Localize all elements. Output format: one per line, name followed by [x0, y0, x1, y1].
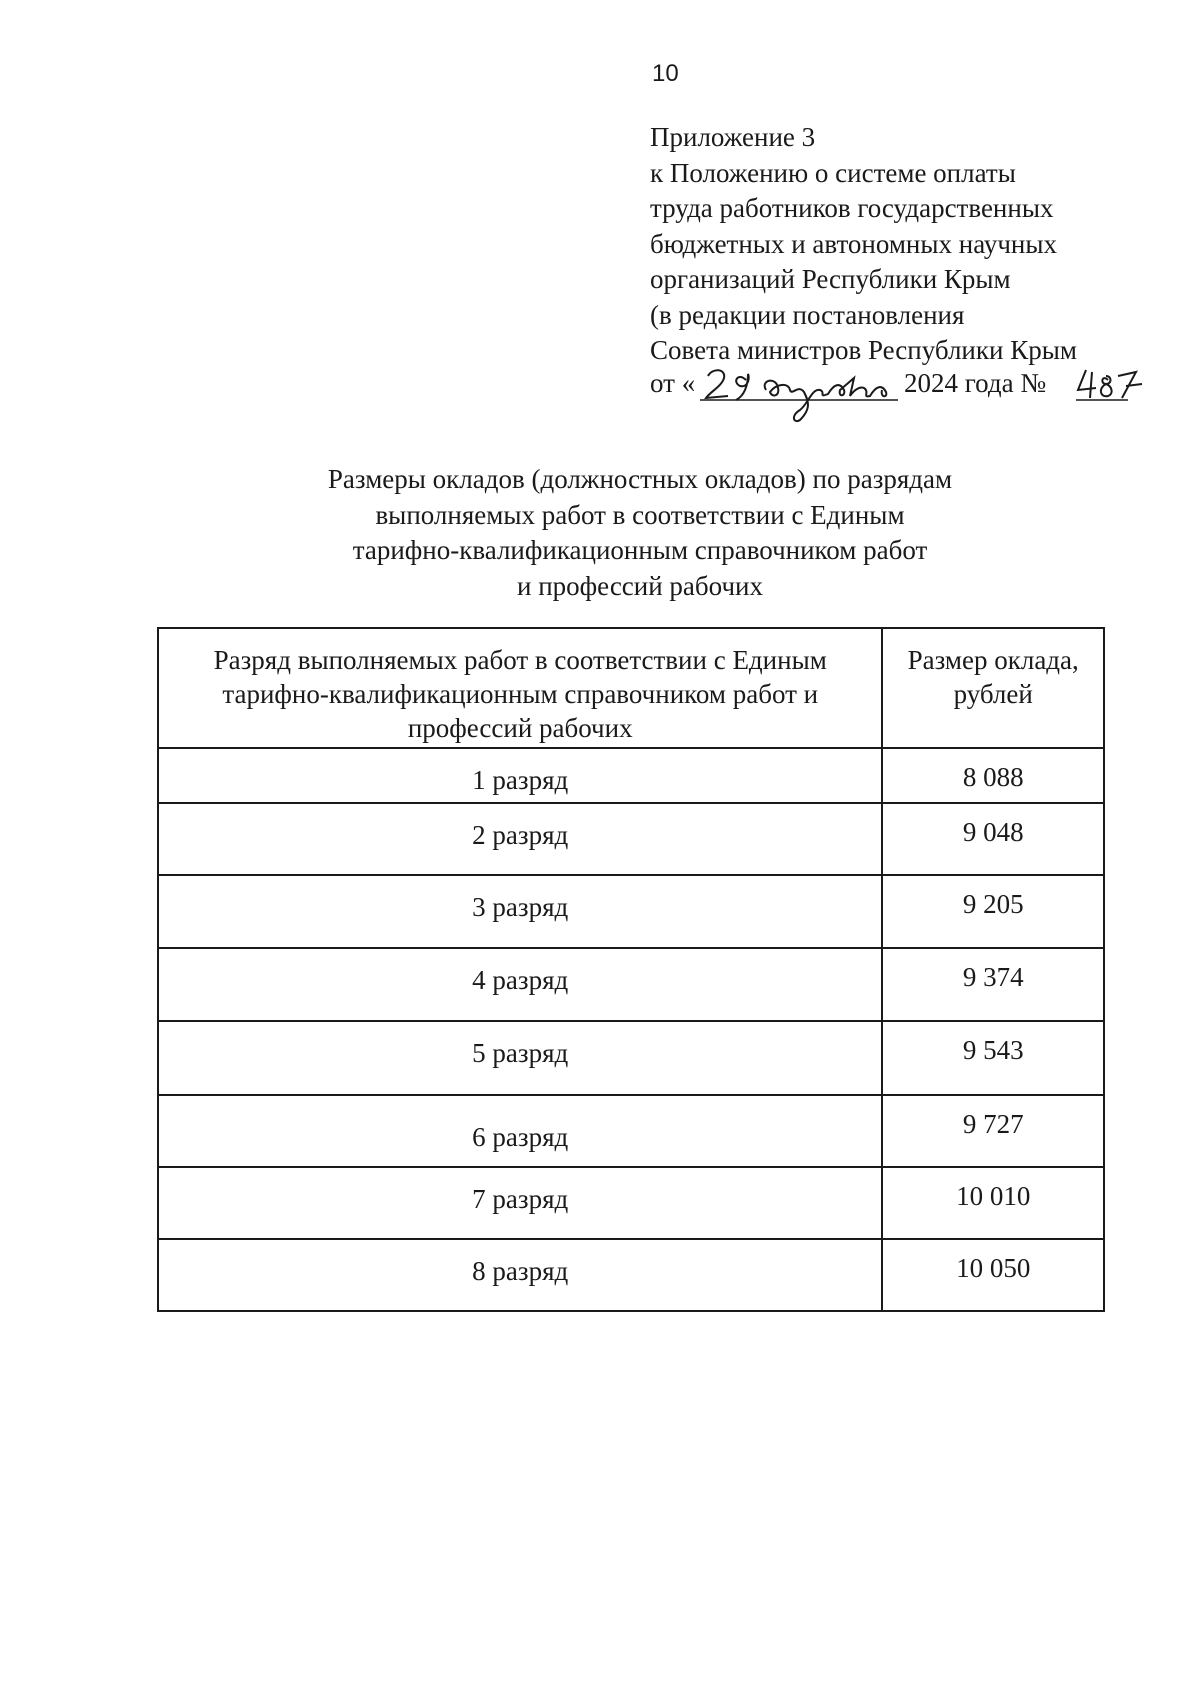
salary-cell: 9 727: [882, 1095, 1104, 1167]
date-prefix: от «: [650, 368, 696, 398]
grade-column-header: [158, 628, 882, 748]
header-line: профессий рабочих: [407, 713, 633, 743]
appendix-line: труда работников государственных: [650, 193, 1054, 223]
salary-cell: 9 543: [882, 1021, 1104, 1095]
page-number: 10: [652, 60, 679, 87]
appendix-block: [650, 120, 1170, 369]
header-line: рублей: [953, 679, 1033, 709]
title-line: выполняемых работ в соответствии с Единым: [375, 499, 905, 530]
appendix-line: организаций Республики Крым: [650, 264, 1011, 294]
header-line: Разряд выполняемых работ в соответствии с Единым: [213, 645, 827, 675]
table-row: [158, 748, 1104, 803]
salary-cell: 9 048: [882, 803, 1104, 875]
header-line: Размер оклада,: [907, 645, 1079, 675]
grade-cell: 3 разряд: [158, 875, 882, 948]
document-title: [260, 462, 1020, 604]
table-header-row: [158, 628, 1104, 748]
table-row: [158, 875, 1104, 948]
table-row: [158, 1239, 1104, 1311]
salary-cell: 8 088: [882, 748, 1104, 803]
salary-grade-table: [157, 627, 1105, 1312]
table-row: [158, 1095, 1104, 1167]
title-line: Размеры окладов (должностных окладов) по разрядам: [327, 464, 953, 494]
salary-cell: 9 374: [882, 948, 1104, 1021]
salary-cell: 10 050: [882, 1239, 1104, 1311]
grade-cell: 2 разряд: [158, 803, 882, 875]
appendix-line: Совета министров Республики Крым: [650, 335, 1077, 365]
table-row: [158, 1021, 1104, 1095]
date-year-text: 2024 года №: [904, 368, 1047, 398]
salary-cell: 10 010: [882, 1167, 1104, 1239]
table-row: [158, 948, 1104, 1021]
grade-cell: 5 разряд: [158, 1021, 882, 1095]
table-row: [158, 803, 1104, 875]
salary-column-header: [882, 628, 1104, 748]
appendix-line: бюджетных и автономных научных: [650, 228, 1057, 259]
appendix-line: Приложение 3: [650, 122, 816, 152]
appendix-line: к Положению о системе оплаты: [650, 157, 1016, 188]
resolution-date-line: [650, 366, 1190, 426]
grade-cell: 1 разряд: [158, 748, 882, 803]
table-row: [158, 1167, 1104, 1239]
appendix-line: (в редакции постановления: [650, 299, 965, 330]
salary-cell: 9 205: [882, 875, 1104, 948]
grade-cell: 7 разряд: [158, 1167, 882, 1239]
title-line: тарифно-квалификационным справочником работ: [352, 535, 928, 565]
title-line: и профессий рабочих: [517, 570, 763, 601]
header-line: тарифно-квалификационным справочником работ и: [222, 679, 819, 709]
grade-cell: 8 разряд: [158, 1239, 882, 1311]
grade-cell: 6 разряд: [158, 1095, 882, 1167]
grade-cell: 4 разряд: [158, 948, 882, 1021]
